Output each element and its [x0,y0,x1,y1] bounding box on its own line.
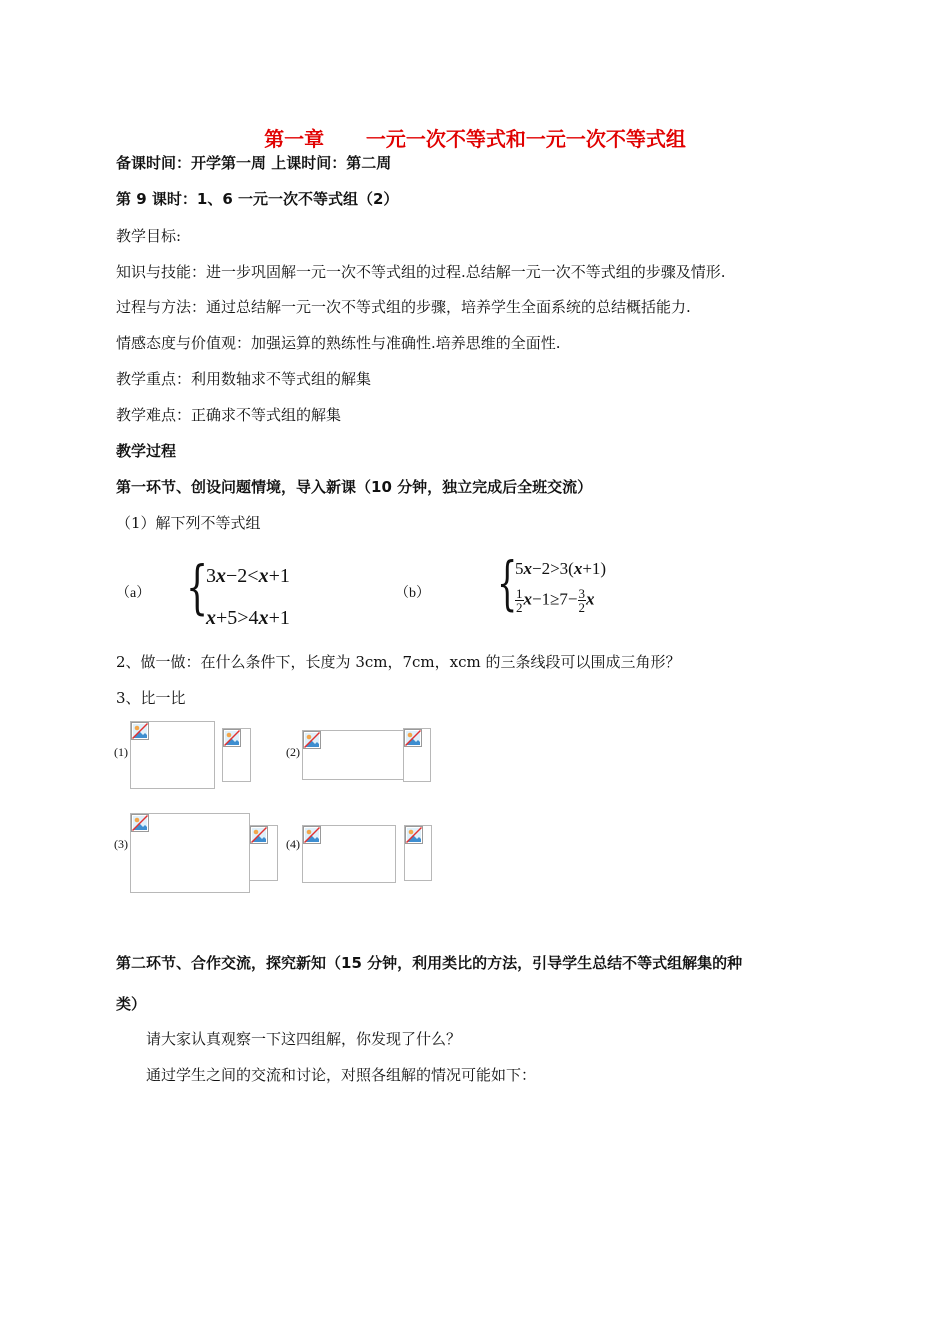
compare-label-1: (1) [114,745,128,759]
process-heading: 教学过程 [116,442,177,460]
system-b-eq1: 5x−2>3(x+1) [515,559,607,578]
compare-label-3: (3) [114,837,128,851]
key-point: 教学重点：利用数轴求不等式组的解集 [116,370,372,388]
item3-text: 3、比一比 [116,689,186,707]
broken-image-icon [405,826,423,844]
paragraph-observe: 请大家认真观察一下这四组解，你发现了什么？ [146,1030,462,1048]
compare-label-4: (4) [286,837,300,851]
system-a-brace: { [186,553,209,621]
system-b-brace: { [497,549,518,617]
system-a-label: （a） [116,586,151,601]
item1-text: （1）解下列不等式组 [116,514,261,532]
system-a-eq2: x+5>4x+1 [206,607,290,629]
broken-image-icon [250,826,268,844]
section1-heading: 第一环节、创设问题情境，导入新课（10 分钟，独立完成后全班交流） [116,478,593,496]
broken-image-icon [303,826,321,844]
page-title: 第一章 一元一次不等式和一元一次不等式组 [264,127,686,151]
goal-process: 过程与方法：通过总结解一元一次不等式组的步骤，培养学生全面系统的总结概括能力. [116,298,691,316]
system-b-label: （b） [395,586,430,601]
section2-heading: 第二环节、合作交流，探究新知（15 分钟，利用类比的方法，引导学生总结不等式组解集的种 [116,954,743,972]
item2-text: 2、做一做：在什么条件下，长度为 3cm，7cm，xcm 的三条线段可以围成三角形？ [116,653,681,671]
goal-knowledge: 知识与技能：进一步巩固解一元一次不等式组的过程.总结解一元一次不等式组的步骤及情形. [116,263,726,281]
system-a-eq1: 3x−2<x+1 [206,565,290,587]
compare-label-2: (2) [286,745,300,759]
broken-image-icon [223,729,241,747]
goals-heading: 教学目标: [116,227,182,245]
broken-image-icon [131,814,149,832]
broken-image-icon [303,731,321,749]
broken-image-icon [404,729,422,747]
schedule-line: 备课时间：开学第一周 上课时间：第二周 [116,154,392,172]
fraction-half: $\frac{1}{2}$ [516,586,523,615]
system-b-eq2: $\frac{1}{2}$ x−1≥7− $\frac{3}{2}$ x [516,586,595,615]
difficulty: 教学难点：正确求不等式组的解集 [116,406,342,424]
goal-emotion: 情感态度与价值观：加强运算的熟练性与准确性.培养思维的全面性. [116,334,561,352]
fraction-three-halves: $\frac{3}{2}$ [578,586,586,615]
lesson-line: 第 9 课时：1、6 一元一次不等式组（2） [116,190,399,208]
paragraph-discussion: 通过学生之间的交流和讨论，对照各组解的情况可能如下： [146,1066,537,1084]
section2-heading-cont: 类） [116,995,147,1013]
broken-image-icon [131,722,149,740]
